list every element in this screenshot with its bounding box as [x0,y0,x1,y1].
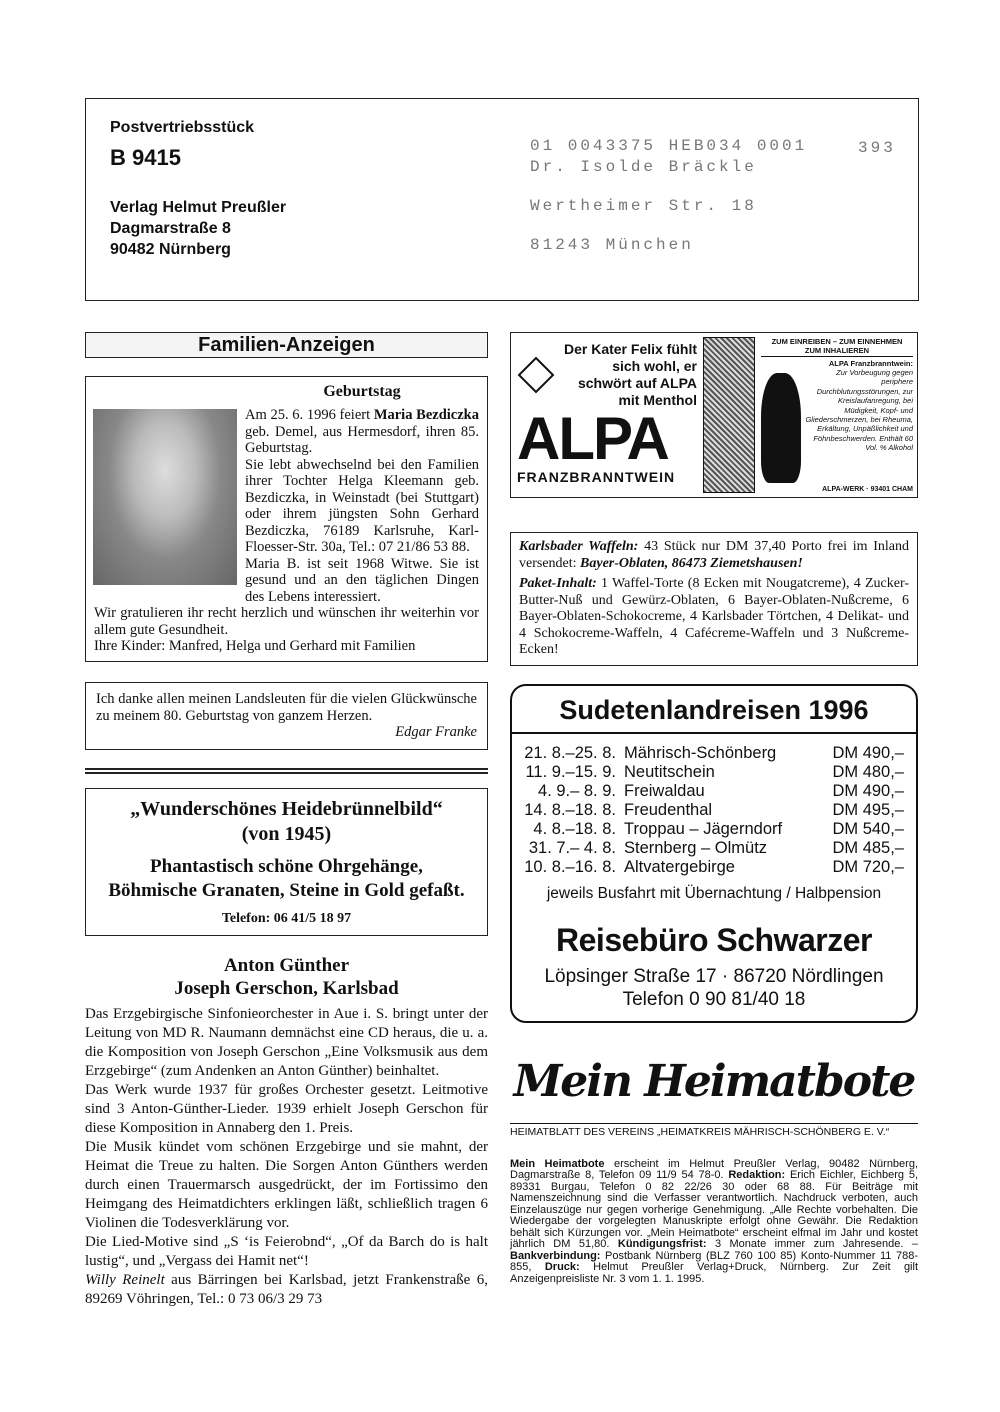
waffeln-ad [510,532,918,666]
recipient-number: 393 [858,139,896,157]
section-heading: Familien-Anzeigen [85,332,488,358]
divider [85,768,488,774]
birthday-notice [85,376,488,662]
mailing-label [85,98,919,301]
trip-dates: 4. 8.–18. 8. [533,819,616,838]
publisher-address [110,197,286,260]
article-p1: Das Erzgebirgische Sinfonieorchester in Aue i. S. bringt unter der Leitung von MD R. Naumann demnächst eine CD heraus, die u. a. die Komposition von Joseph Gerschon „Eine Volksmusik aus dem Erzgebirge“ (zum Andenken an Anton Günther) beinhaltet. [85,1005,488,1079]
felix-cat-figure [761,373,801,483]
notice-p1: Am 25. 6. 1996 feiert Maria Bezdiczka geb. Demel, aus Hermesdorf, ihren 85. Geburtstag. [245,407,479,456]
alpa-left [511,333,703,497]
notice-p2: Sie lebt abwechselnd bei den Familien ihrer Tochter Helga Kleemann geb. Bezdiczka, in Weinstadt (bei Stuttgart) oder ihrem jüngsten Sohn Gerhard Bezdiczka, 76189 Karlsruhe, Karl-Floesser-Str. 30a, Tel.: 07 21/86 53 88. [245,456,479,555]
ad-phone: Telefon: 06 41/5 18 97 [221,910,352,926]
publisher-name: Verlag Helmut Preußler [110,199,287,216]
thanks-signature: Edgar Franke [395,724,477,740]
trip-place: Freiwaldau [624,781,705,800]
trip-dates: 31. 7.– 4. 8. [528,838,616,857]
alpa-right [755,333,917,497]
jewelry-ad [85,788,488,936]
masthead-subtitle: HEIMATBLATT DES VEREINS „HEIMATKREIS MÄHRISCH-SCHÖNBERG E. V.“ [510,1123,918,1139]
alpa-maker: ALPA-WERK · 93401 CHAM [822,486,913,493]
trip-place: Neutitschein [624,762,715,781]
trip-place: Altvatergebirge [624,857,735,876]
trip-dates: 11. 9.–15. 9. [525,762,616,781]
notice-title: Geburtstag [323,383,401,400]
recipient-line-1: 01 0043375 HEB034 0001 [530,137,808,155]
article-p2: Das Werk wurde 1937 für großes Orchester gesetzt. Leitmotive sind 3 Anton-Günther-Lieder. 1939 erhielt Joseph Gerschon für diese Komposition in Annaberg den 1. Preis. [85,1081,488,1136]
right-column [510,332,918,1285]
article-title-2: Joseph Gerschon, Karlsbad [174,977,399,999]
ad-line-2: (von 1945) [241,822,332,845]
trip-price: DM 480,– [832,762,904,781]
trip-dates: 14. 8.–18. 8. [524,800,616,819]
masthead-logo: Mein Heimatbote [513,1055,915,1107]
travel-title: Sudetenlandreisen 1996 [512,694,916,734]
trip-price: DM 540,– [832,819,904,838]
thanks-notice [85,682,488,750]
agency-name: Reisebüro Schwarzer [556,921,872,958]
trip-place: Sternberg – Olmütz [624,838,768,857]
agency-phone: Telefon 0 90 81/40 18 [622,988,806,1010]
ad-line-3: Phantastisch schöne Ohrgehänge, [150,855,423,877]
trip-row [524,763,904,782]
publisher-city: 90482 Nürnberg [110,241,231,258]
trip-row [524,744,904,763]
waffeln-p1: Karlsbader Waffeln: 43 Stück nur DM 37,40 Porto frei im Inland versendet: Bayer-Oblaten, 86473 Ziemetshausen! [519,539,909,571]
trip-row [524,839,904,858]
trip-dates: 21. 8.–25. 8. [524,743,616,762]
article-title-1: Anton Günther [223,954,350,976]
thanks-text: Ich danke allen meinen Landsleuten für die vielen Glückwünsche zu meinem 80. Geburtstag von ganzem Herzen. [96,691,477,724]
article-author: Willy Reinelt aus Bärringen bei Karlsbad, jetzt Frankenstraße 6, 89269 Vöhringen, Tel.: 0 73 06/3 29 73 [85,1271,489,1307]
trip-price: DM 485,– [832,838,904,857]
portrait-photo [93,409,237,585]
trip-list [524,744,904,877]
trip-place: Freudenthal [624,800,713,819]
alpa-logo: ALPA [517,405,668,472]
article [85,954,488,1309]
imprint: Mein Heimatbote erscheint im Helmut Preußler Verlag, 90482 Nürnberg, Dagmarstraße 8, Telefon 09 11/9 54 78-0. Redaktion: Erich Eichler, Eichberg 5, 89331 Burgau, Telefon 0 82 22/26 30 oder 68 88. Für Beiträge mit Namenszeichnung sind die Verfasser verantwortlich. Nachdruck verboten, auch Einzelauszüge nur gegen vorherige Genehmigung. „Alle Rechte vorbehalten. Die Wiedergabe der vorgelegten Manuskripte erfolgt ohne Gewähr. Die Redaktion behält sich Kürzungen vor. „Mein Heimatbote“ erscheint elfmal im Jahr und kostet jährlich DM 51,80. Kündigungsfrist: 3 Monate immer zum Jahresende. – Bankverbindung: Postbank Nürnberg (BLZ 760 100 85) Konto-Nummer 11 788-855, Druck: Helmut Preußler Verlag+Druck, Nürnberg. Zur Zeit gilt Anzeigenpreisliste Nr. 3 vom 1. 1. 1995. [510,1157,919,1285]
recipient-name: Dr. Isolde Bräckle [530,158,757,176]
travel-ad [510,684,918,1023]
trip-row [524,858,904,877]
alpa-product: FRANZBRANNTWEIN [517,469,676,485]
mail-type: Postvertriebsstück [110,119,255,136]
publisher-street: Dagmarstraße 8 [110,220,231,237]
alpa-usage: ZUM EINREIBEN – ZUM EINNEHMEN ZUM INHALIEREN [761,337,913,357]
mail-code: B 9415 [110,145,181,170]
trip-price: DM 490,– [832,781,904,800]
diamond-icon [518,357,555,394]
recipient-city: 81243 München [530,236,694,254]
recipient-street: Wertheimer Str. 18 [530,197,757,215]
trip-place: Mährisch-Schönberg [624,743,777,762]
notice-p4: Wir gratulieren ihr recht herzlich und wünschen ihr weiterhin vor allem gute Gesundheit. [94,605,479,638]
trip-row [524,801,904,820]
article-p4: Die Lied-Motive sind „S ‘is Feierobnd“, „Of da Barch do is halt lustig“, und „Vergass dei Hamit net“! [85,1233,488,1269]
notice-p5: Ihre Kinder: Manfred, Helga und Gerhard mit Familien [94,638,416,654]
waffeln-p2: Paket-Inhalt: 1 Waffel-Torte (8 Ecken mit Nougatcreme), 4 Zucker-Butter-Nuß und Gewürz-Oblaten, 6 Bayer-Oblaten-Nußcreme, 6 Bayer-Oblaten-Schokocreme, 4 Karlsbader Törtchen, 4 Delikat- und 4 Schokocreme-Waffeln, 4 Cafécreme-Waffeln und 3 Nußcreme-Ecken! [519,576,909,657]
notice-p3: Maria B. ist seit 1968 Witwe. Sie ist gesund und an den täglichen Dingen des Lebens interessiert. [245,555,479,605]
trip-price: DM 490,– [832,743,904,762]
trip-place: Troppau – Jägerndorf [624,819,783,838]
trip-price: DM 495,– [832,800,904,819]
trip-row [524,782,904,801]
trip-dates: 10. 8.–16. 8. [524,857,616,876]
trip-row [524,820,904,839]
travel-note: jeweils Busfahrt mit Übernachtung / Halbpension [546,884,882,902]
ad-line-1: „Wunderschönes Heidebrünnelbild“ [130,797,443,820]
trip-dates: 4. 9.– 8. 9. [538,781,616,800]
agency-address: Löpsinger Straße 17 · 86720 Nördlingen [544,965,884,987]
trip-price: DM 720,– [832,857,904,876]
alpa-slogan: Der Kater Felix fühlt sich wohl, er schwört auf ALPA mit Menthol [563,341,697,408]
alpa-name: ALPA Franzbranntwein: [828,359,913,368]
article-p3: Die Musik kündet vom schönen Erzgebirge und sie mahnt, der Heimat die Treue zu halten. Die Sorgen Anton Günthers werden durch einen Trauermarsch ausgedrückt, der im Fortissimo den Heimgang des Heimatdichters erklingen läßt, schließlich tragen 6 Violinen die Todesverklärung vor. [85,1138,488,1231]
alpa-description: Zur Vorbeugung gegen periphere Durchblutungsstörungen, zur Kreislaufanregung, bei Müdigkeit, Kopf- und Gliederschmerzen, bei Rheuma, Erkältung, Unpäßlichkeit und Föhnbeschwerden. Enthält 60 Vol. % Alkohol [805,368,913,453]
alpa-ad [510,332,918,498]
left-column [85,332,488,1309]
ad-line-4: Böhmische Granaten, Steine in Gold gefaßt. [108,879,465,901]
felix-cat-image [703,337,755,493]
